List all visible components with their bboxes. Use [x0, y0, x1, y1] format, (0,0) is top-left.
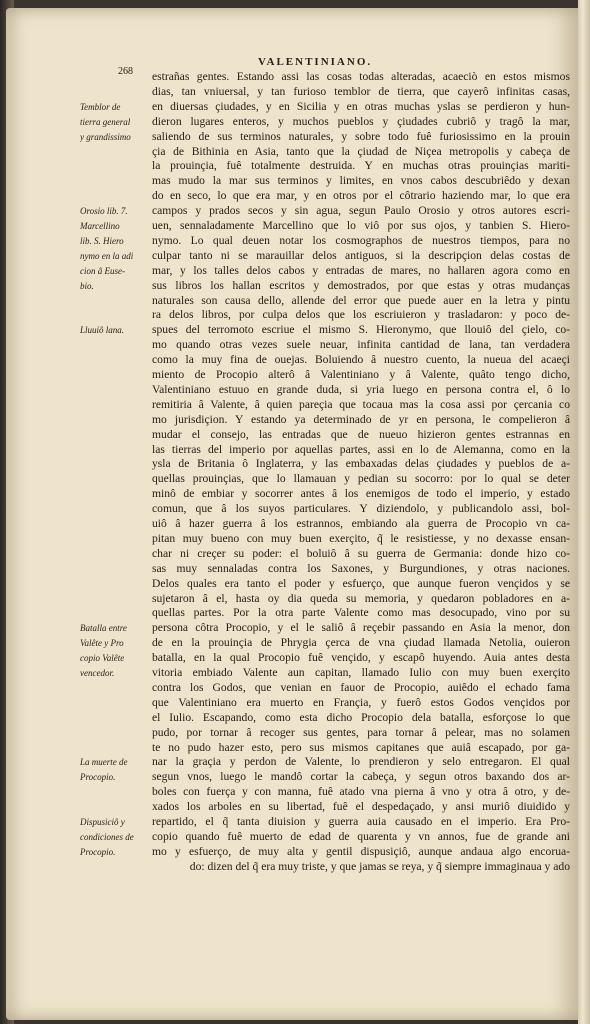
text-line: sujetaron â el, hasta oy dia queda su memoria, y quedaron pobladores en a-	[152, 591, 570, 605]
text-line: la prouinçia, fuê totalmente destruida. Y en muchas otras prouinçias mariti-	[152, 159, 570, 173]
marginal-note: Dispusiciô y	[80, 817, 125, 827]
marginal-note: Lluuiô lana.	[80, 325, 125, 336]
page-number: 268	[118, 66, 133, 77]
text-line: boles con fuerça y con manna, fuê atado vna pierna â vno y otra â otro, y de-	[152, 785, 570, 799]
text-line: mo y esfuerço, de muy alta y gentil dispusiçiô, aunque andaua algo encorua-	[152, 844, 570, 858]
text-line: minô de embiar y socorrer antes â los enemigos de todo el imperio, y estado	[152, 487, 570, 501]
text-line: quellas prouinçias, que lo llamauan y pedian su socorro: por lo qual se deter	[152, 472, 570, 486]
text-line: comun, que â los suyos particulares. Y diziendolo, y publicandolo assi, bol-	[152, 502, 570, 516]
marginal-note: Temblor de	[80, 101, 121, 112]
text-line: ysla de Britania ô Inglaterra, y las embaxadas delas çiudades y pueblos de a-	[152, 457, 570, 471]
text-line: el Iulio. Escapando, como esta dicho Procopio dela batalla, esforçose lo que	[152, 710, 570, 724]
text-line: saliendo de sus terminos naturales, y sobre todo fuê furiosissimo en la prouin	[152, 129, 570, 143]
text-line: mo quando otras vezes suele neuar, infinita cantidad de lana, tan verdadera	[152, 338, 570, 352]
text-line: dias, tan vniuersal, y tan furioso temblor de tierra, que cayerô infinitas casas,	[152, 84, 570, 98]
text-line: batalla, en la qual Procopio fuê vençido, y escapô huyendo. Auia antes desta	[152, 651, 570, 665]
marginal-note: Valête y Pro	[80, 638, 124, 649]
text-line: como la muy fina de ouejas. Boluiendo â nuestro cuento, la nueua del acaeçi	[152, 353, 570, 367]
text-line: campos y prados secos y sin agua, segun Paulo Orosio y otros autores escri-	[152, 204, 570, 218]
text-line: quellas partes. Por la otra parte Valente como mas desocupado, vino por su	[152, 606, 570, 620]
text-line: sus libros los hallan escritos y demostrados, por que estas y otras mudanças	[152, 278, 570, 292]
text-line: estrañas gentes. Estando assi las cosas todas alteradas, acaeciò en estos mismos	[152, 70, 570, 83]
text-line: çia de Bithinia en Asia, tanto que la çiudad de Niçea metropolis y cabeça de	[152, 144, 570, 158]
text-line: Valentiniano estuuo en grande duda, si yria luego en persona contra el, ô lo	[152, 382, 570, 396]
text-line: xados los arboles en su libertad, fuê el despedaçado, y ansi muriô diuidido y	[152, 800, 570, 814]
text-line: mo jurisdiçion. Y estando ya determinado de yr en persona, le compelieron â	[152, 412, 570, 426]
text-line: las tierras del imperio por aquellas partes, assi en lo de Alemanna, como en la	[152, 442, 570, 456]
page-edge	[578, 0, 590, 1024]
marginal-note: Marcellino	[80, 221, 120, 231]
marginal-note: y grandissimo	[80, 131, 131, 142]
text-line: mar, y los talles delos cabos y entradas de mares, no hallaren agora como en	[152, 263, 570, 277]
text-line: te no pudo hazer esto, pero sus mismos capitanes que auiâ escapado, por ga-	[152, 740, 570, 754]
text-line: pudo, por tornar â recoger sus gentes, para tornar â pelear, mas no solamen	[152, 725, 570, 739]
text-line: repartido, el q̃ tanta diuision y guerra auia causado en el imperio. Era Pro-	[152, 815, 570, 828]
text-line: mas mudo la mar sus terminos y limites, en vnos cabos descubriêdo y dexan	[152, 174, 570, 188]
text-line: sas muy sennaladas contra los Saxones, y Burgundiones, y otras naciones.	[152, 561, 570, 575]
text-line: naturales son causa dello, allende del error que puede auer en la letra y pintu	[152, 293, 570, 307]
text-line: vitoria embiado Valente aun capitan, llamado Iulio con muy buen exerçito	[152, 666, 570, 679]
text-line: dieron lugares enteros, y muchos pueblos y çiudades cubriô y tragô la mar,	[152, 114, 570, 128]
text-line: nymo. Lo qual deuen notar los cosmographos de nuestros tiempos, para no	[152, 233, 570, 247]
marginal-note: Procopio.	[80, 772, 116, 783]
marginal-note: copio Valête	[80, 653, 125, 664]
text-line: spues del terromoto escriue el mismo S. Hieronymo, que llouiô del çielo, co-	[152, 323, 570, 337]
text-line: persona côtra Procopio, y el le saliô â reçebir passando en Asia la menor, don	[152, 621, 570, 635]
text-line: contra los Godos, que venian en fauor de Procopio, auiêdo el echado fama	[152, 680, 570, 694]
text-line: mudar el consejo, las entradas que de nueuo hizieron gentes estrannas en	[152, 427, 570, 441]
text-line: copio quando fuê muerto de edad de quarenta y vn annos, fue de grande ani	[152, 829, 570, 843]
marginal-note: vencedor.	[80, 668, 115, 678]
text-line: miento de Procopio alterô â Valentiniano y â Valente, quâto tengo dicho,	[152, 368, 570, 381]
marginal-note: Orosio lib. 7.	[80, 206, 128, 217]
text-line: segun vnos, luego le mandô cortar la cabeça, y segun otros baxando dos ar-	[152, 770, 570, 784]
marginal-note: Procopio.	[80, 846, 116, 857]
text-line: de en la prouinçia de Phrygia çerca de vna çiudad llamada Netolia, ouieron	[152, 636, 570, 650]
running-head: VALENTINIANO.	[258, 56, 373, 68]
marginal-note: cion â Euse-	[80, 265, 125, 276]
text-line: pitan muy bueno con muy buen exerçito, q̃ le resistiesse, y no dexasse ensan-	[152, 531, 570, 545]
text-line: uen, sennaladamente Marcellino que lo viô por sus ojos, y tanbien S. Hiero-	[152, 219, 570, 232]
text-line: nar la graçia y perdon de Valente, lo prendieron y selo entregaron. El qual	[152, 755, 570, 769]
text-line: culpar tanto ni se marauillar delos antiguos, si la descripçion delas costas de	[152, 248, 570, 262]
text-line: do en seco, lo que era mar, y en otros por el côtrario haziendo mar, lo que era	[152, 189, 570, 203]
marginal-note: tierra general	[80, 116, 131, 127]
text-line: do: dizen del q̃ era muy triste, y que jamas se reya, y q̃ siempre immaginaua y ado	[189, 859, 570, 873]
marginal-note: nymo en la adi	[80, 250, 134, 261]
marginal-note: Batalla entre	[80, 623, 127, 634]
text-line: uiô â hazer guerra â los estrannos, embiando ala guerra de Procopio vn ca-	[152, 517, 570, 530]
marginal-note: lib. S. Hiero	[80, 235, 124, 246]
text-line: Delos quales era tanto el poder y esfuerço, que aunque fueron vençidos y se	[152, 576, 570, 590]
text-line: remitiria â Valente, â quien pareçia que tocaua mas la cosa assi por çercania co	[152, 397, 570, 411]
marginal-note: La muerte de	[80, 757, 128, 768]
marginal-note: condiciones de	[80, 831, 134, 842]
text-line: ra delos libros, por culpa delos que los escriuieron y trasladaron: y poco de-	[152, 308, 570, 322]
marginal-note: bio.	[80, 280, 94, 291]
text-line: char ni creçer su poder: el boluiô â su guerra de Germania: donde hizo co-	[152, 546, 570, 560]
text-line: en diuersas çiudades, y en Sicilia y en otras muchas yslas se perdieron y hun-	[152, 99, 570, 113]
text-line: que Valentiniano era muerto en Françia, y fuerô estos Godos vençidos por	[152, 695, 570, 709]
